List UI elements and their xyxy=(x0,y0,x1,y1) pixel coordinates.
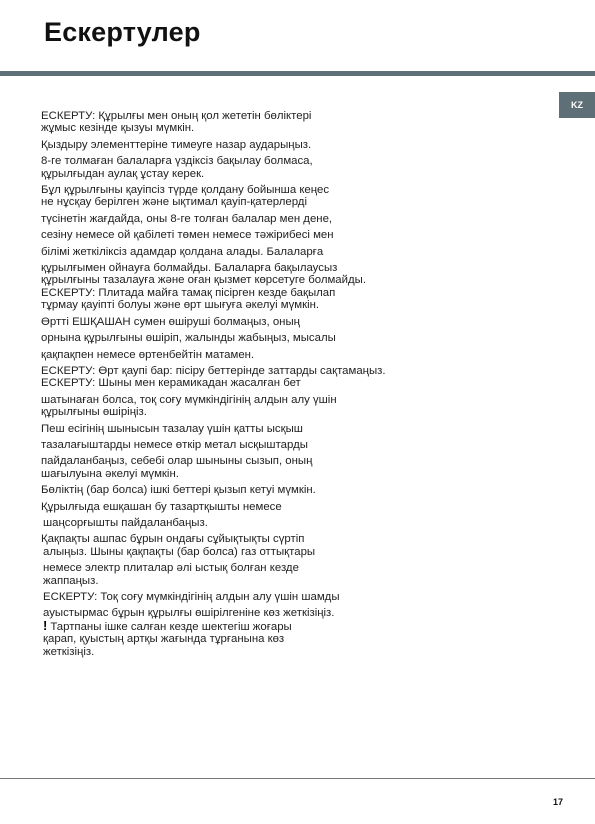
text-line: Бұл құрылғыны қауіпсіз түрде қолдану бойынша кеңес xyxy=(41,184,330,197)
text-line: Өртті ЕШҚАШАН сумен өшіруші болмаңыз, оның xyxy=(41,315,300,328)
text-line: шатынаған болса, тоқ соғу мүмкіндігінің алдын алу үшін xyxy=(41,393,337,406)
text-line: шағылуына әкелуі мүмкін. xyxy=(41,467,179,480)
header-rule xyxy=(0,71,595,76)
text-line: жеткізіңіз. xyxy=(43,645,95,658)
text-line: құрылғымен ойнауға болмайды. Балаларға бақылаусыз xyxy=(41,262,338,275)
footer-rule xyxy=(0,778,595,779)
text-line: тұрмау қауіпті болуы және өрт шығуға әкелуі мүмкін. xyxy=(41,299,320,312)
text-line: білімі жеткіліксіз адамдар қолдана алады. Балаларға xyxy=(41,245,324,258)
text-line: тазалағыштарды немесе өткір метал ысқыштарды xyxy=(41,438,308,451)
text-line: пайдаланбаңыз, себебі олар шыныны сызып, оның xyxy=(41,455,313,468)
text-line: құрылғыны өшіріңіз. xyxy=(41,406,147,419)
text-line: Бөліктің (бар болса) ішкі беттері қызып кетуі мүмкін. xyxy=(41,484,316,497)
text-line: Қыздыру элементтеріне тимеуге назар аударыңыз. xyxy=(41,138,312,151)
text-line: құрылғыны тазалауға және оған қызмет көрсетуге болмайды. xyxy=(41,274,367,287)
language-tab-label: KZ xyxy=(571,100,583,110)
text-line: 8-ге толмаған балаларға үздіксіз бақылау болмаса, xyxy=(41,155,313,168)
text-line: орнына құрылғыны өшіріп, жалынды жабыңыз, мысалы xyxy=(41,332,336,345)
language-tab xyxy=(559,92,595,118)
text-line: ЕСКЕРТУ: Шыны мен керамикадан жасалған бет xyxy=(41,377,301,390)
page-title: Ескертулер xyxy=(44,17,201,47)
text-line: Пеш есігінің шынысын тазалау үшін қатты ысқыш xyxy=(41,422,303,435)
text-line-with-warning xyxy=(41,617,481,633)
warnings-text-block xyxy=(41,110,481,658)
text-line: құрылғыдан аулақ ұстау керек. xyxy=(41,167,205,180)
text-line: жаппаңыз. xyxy=(43,574,99,587)
text-line: ауыстырмас бұрын құрылғы өшірілгеніне көз жеткізіңіз. xyxy=(43,607,335,620)
text-line: ЕСКЕРТУ: Құрылғы мен оның қол жететін бөліктері xyxy=(41,110,312,122)
text-line: жұмыс кезінде қызуы мүмкін. xyxy=(41,122,195,135)
text-line: қарап, қуыстың артқы жағында тұрғанына көз xyxy=(43,633,285,646)
text-line: ЕСКЕРТУ: Плитада майға тамақ пісірген кезде бақылап xyxy=(41,286,336,299)
text-line: алыңыз. Шыны қақпақты (бар болса) газ оттықтары xyxy=(43,545,316,558)
text-line: Тартпаны ішке салған кезде шектегіш жоғары xyxy=(50,620,292,633)
text-line: не нұсқау берілген және ықтимал қауіп-қатерлерді xyxy=(41,196,307,209)
text-line: ЕСКЕРТУ: Өрт қаупі бар: пісіру беттерінде заттарды сақтамаңыз. xyxy=(41,364,386,377)
text-line: түсінетін жағдайда, оны 8-ге толған балалар мен дене, xyxy=(41,212,333,225)
text-line: Қақпақты ашпас бұрын ондағы сұйықтықты сүртіп xyxy=(41,533,305,546)
text-line: немесе электр плиталар әлі ыстық болған кезде xyxy=(43,562,299,575)
text-line: сезіну немесе ой қабілеті төмен немесе тәжірибесі мен xyxy=(41,229,334,242)
page-number: 17 xyxy=(553,797,564,807)
text-line: шаңсорғышты пайдаланбаңыз. xyxy=(43,516,208,529)
exclamation-icon: ! xyxy=(43,617,48,633)
text-line: қақпақпен немесе өртенбейтін матамен. xyxy=(41,348,255,361)
text-line: Құрылғыда ешқашан бу тазартқышты немесе xyxy=(41,500,282,513)
text-line: ЕСКЕРТУ: Тоқ соғу мүмкіндігінің алдын алу үшін шамды xyxy=(43,591,340,603)
